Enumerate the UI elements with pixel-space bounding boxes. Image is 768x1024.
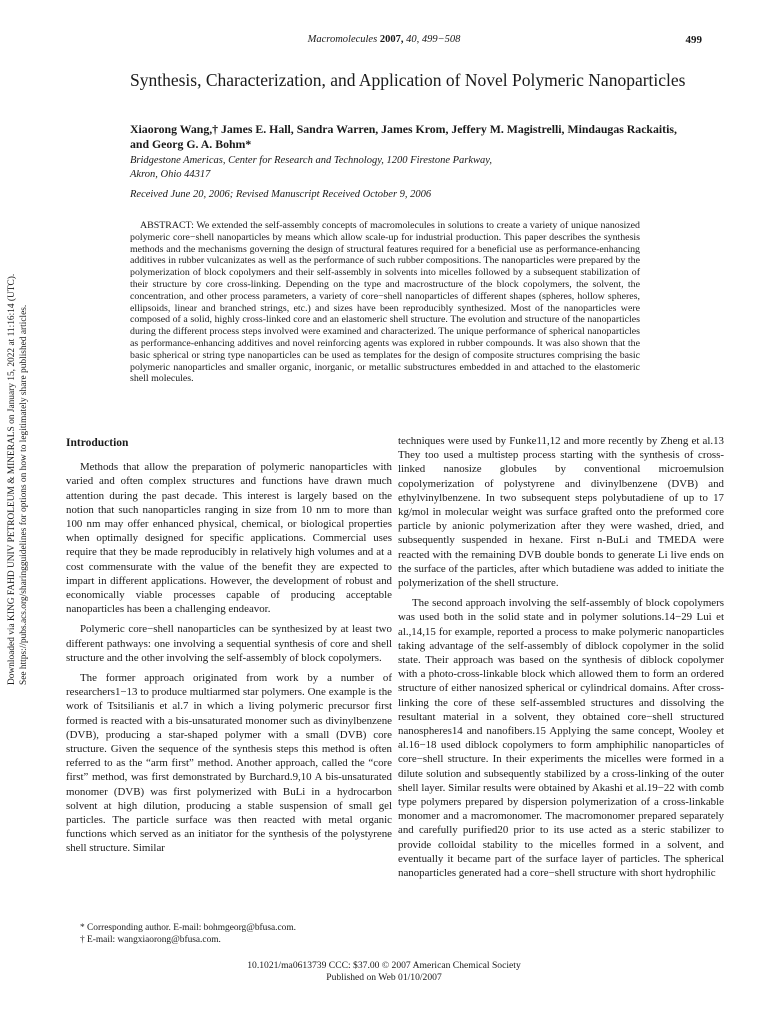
body-paragraph: Methods that allow the preparation of polymeric nanoparticles with varied and often complex structures and functions have drawn much attention during the past decade. This interest is largely based on the notion that such nanoparticles ranging in size from 10 nm to more than 100 nm may offer enhanced physical, chemical, or biological properties when optimally designed for specific applications. Commercial uses require that they be made reproducibly in relatively high volumes and at a cost commensurate with the value of the benefit they are expected to impart in different applications. However, the development of robust and economically viable processes capable of producing acceptable nanoparticles has been a challenging endeavor.: [66, 461, 392, 616]
affiliation-line-2: Akron, Ohio 44317: [130, 169, 211, 180]
received-dates: Received June 20, 2006; Revised Manuscript Received October 9, 2006: [130, 189, 432, 200]
footnote-email: † E-mail: wangxiaorong@bfusa.com.: [80, 935, 221, 945]
affiliation: [130, 154, 690, 182]
article-title: Synthesis, Characterization, and Application of Novel Polymeric Nanoparticles: [130, 70, 686, 90]
footnote-corresponding-author: * Corresponding author. E-mail: bohmgeorg@bfusa.com.: [80, 923, 296, 933]
journal-volume: 40,: [406, 34, 420, 45]
journal-year: 2007,: [379, 34, 404, 45]
affiliation-line-1: Bridgestone Americas, Center for Research and Technology, 1200 Firestone Parkway,: [130, 155, 493, 166]
download-line: Downloaded via KING FAHD UNIV PETROLEUM & MINERALS on January 15, 2022 at 11:16:14 (UTC).: [7, 273, 17, 685]
publication-date-line: Published on Web 01/10/2007: [326, 972, 442, 983]
journal-pages: 499−508: [421, 34, 461, 45]
right-column: [398, 434, 724, 886]
footnotes: [66, 922, 392, 946]
page-number: 499: [685, 34, 702, 46]
body-paragraph: The second approach involving the self-assembly of block copolymers was used both in the solid state and in polymer solutions.14−29 Lui et al.,14,15 for example, reported a process to make polymeric nanoparticles taking advantage of the self-assembly of diblock copolymer in the solid state. Their approach was based on the synthesis of diblock copolymer with a photo-cross-linkable block which allowed them to form an ordered structure of either nanosized spherical or cylindrical domains. After cross-linking the core of these self-assembled structures and dissolving the resultant material in a solvent, they obtained core−shell structured nanospheres14 and nanofibers.15 Applying the same concept, Wooley et al.16−18 used diblock copolymers to form amphiphilic nanoparticles of core−shell structure. In their experiments the micelles were formed in a dilute solution and subsequently stabilized by a cross-linking of the outer shell layer. Similar results were obtained by Akashi et al.19−22 with comb type polymers prepared by dispersion polymerization of a cross-linkable monomer and a macromonomer. The macromonomer prepared separately and carefully purified20 prior to its use acted as a steric stabilizer to provide colloidal stability to the micelles formed in a solvent, and eventually it became part of the surface layer of particles. The spherical nanoparticles generated had a core−shell structure with short hydrophilic: [398, 597, 724, 880]
download-watermark: [6, 273, 29, 685]
running-head: [0, 34, 768, 45]
sharing-line: See https://pubs.acs.org/sharingguidelines for options on how to legitimately share published articles.: [19, 304, 29, 685]
abstract: ABSTRACT: We extended the self-assembly concepts of macromolecules in solutions to create a variety of unique nanosized polymeric core−shell nanoparticles by means which allow scale-up for industrial production. This paper describes the synthesis methods and the mechanisms governing the design of structural features required for a beneficial use as performance-enhancing additives in rubber vulcanizates as well as the performance of such rubber compositions. The nanoparticles were prepared by the polymerization of block copolymers and their self-assembly in solvents into micelles followed by a subsequent stabilization of their structure by core cross-linking. Depending on the type and macrostructure of the block copolymers, the solvent, the concentration, and other process parameters, a variety of core−shell nanoparticles of different shapes (spheres, hollow spheres, ellipsoids, linear and branched strings, etc.) and sizes have been reproducibly synthesized. Most of the nanoparticles were composed of a solid, highly cross-linked core and an elastomeric shell structure. The evolution and structure of the nanoparticles during the different process steps involved were examined and characterized. The unique performance of spherical nanoparticles as performance-enhancing additives and novel reinforcing agents was explored in rubber compounds. It was also shown that the basic spherical or string type nanoparticles can be used as templates for the design of composite structures comprising the basic polymeric nanoparticles and smaller organic, inorganic, or metallic substructures embedded in and attached to the elastomeric shell molecules.: [130, 220, 640, 385]
section-heading-introduction: Introduction: [66, 437, 129, 449]
journal-name: Macromolecules: [307, 34, 378, 45]
body-paragraph: Polymeric core−shell nanoparticles can be synthesized by at least two different pathways: one involving a sequential synthesis of core and shell structure and the other involving the self-assembly of block copolymers.: [66, 623, 392, 664]
left-column: [66, 432, 392, 862]
page-footer: [0, 960, 768, 984]
author-list: Xiaorong Wang,† James E. Hall, Sandra Warren, James Krom, Jeffery M. Magistrelli, Mindaugas Rackaitis, and Georg G. A. Bohm*: [130, 122, 677, 151]
doi-copyright-line: 10.1021/ma0613739 CCC: $37.00 © 2007 American Chemical Society: [247, 960, 521, 971]
body-paragraph: The former approach originated from work by a number of researchers1−13 to produce multiarmed star polymers. One example is the work of Tsitsilianis et al.7 in which a living polymeric precursor first formed is reacted with a bis-unsaturated monomer such as divinylbenzene (DVB), producing a star-shaped polymer with a small (DVB) core structure. Given the sequence of the synthesis steps this method is often referred to as the “arm first” method. Another approach, called the “core first” method, was first demonstrated by Burchard.9,10 A bis-unsaturated monomer (DVB) was first polymerized with BuLi in a hydrocarbon solvent at high dilution, producing a stable suspension of small gel particles. The particle surface was then reacted with metal organic functions which served as an initiator for the synthesis of the polystyrene shell structure. Similar: [66, 672, 392, 855]
body-paragraph: techniques were used by Funke11,12 and more recently by Zheng et al.13 They too used a multistep process starting with the synthesis of cross-linked nanosize globules by conventional microemulsion copolymerization of polystyrene and divinylbenzene (DVB) and ethylvinylbenzene. In two subsequent steps polybutadiene of up to 17 kg/mol in molecular weight was surface grafted onto the preformed core particle by anionic polymerization after they were washed, dried, and subsequently suspended in hexane. First n-BuLi and TMEDA were reacted with the remaining DVB double bonds to generate Li live ends on the surface of the particles, after which butadiene was added to initiate the polymerization of the shell structure.: [398, 435, 724, 590]
